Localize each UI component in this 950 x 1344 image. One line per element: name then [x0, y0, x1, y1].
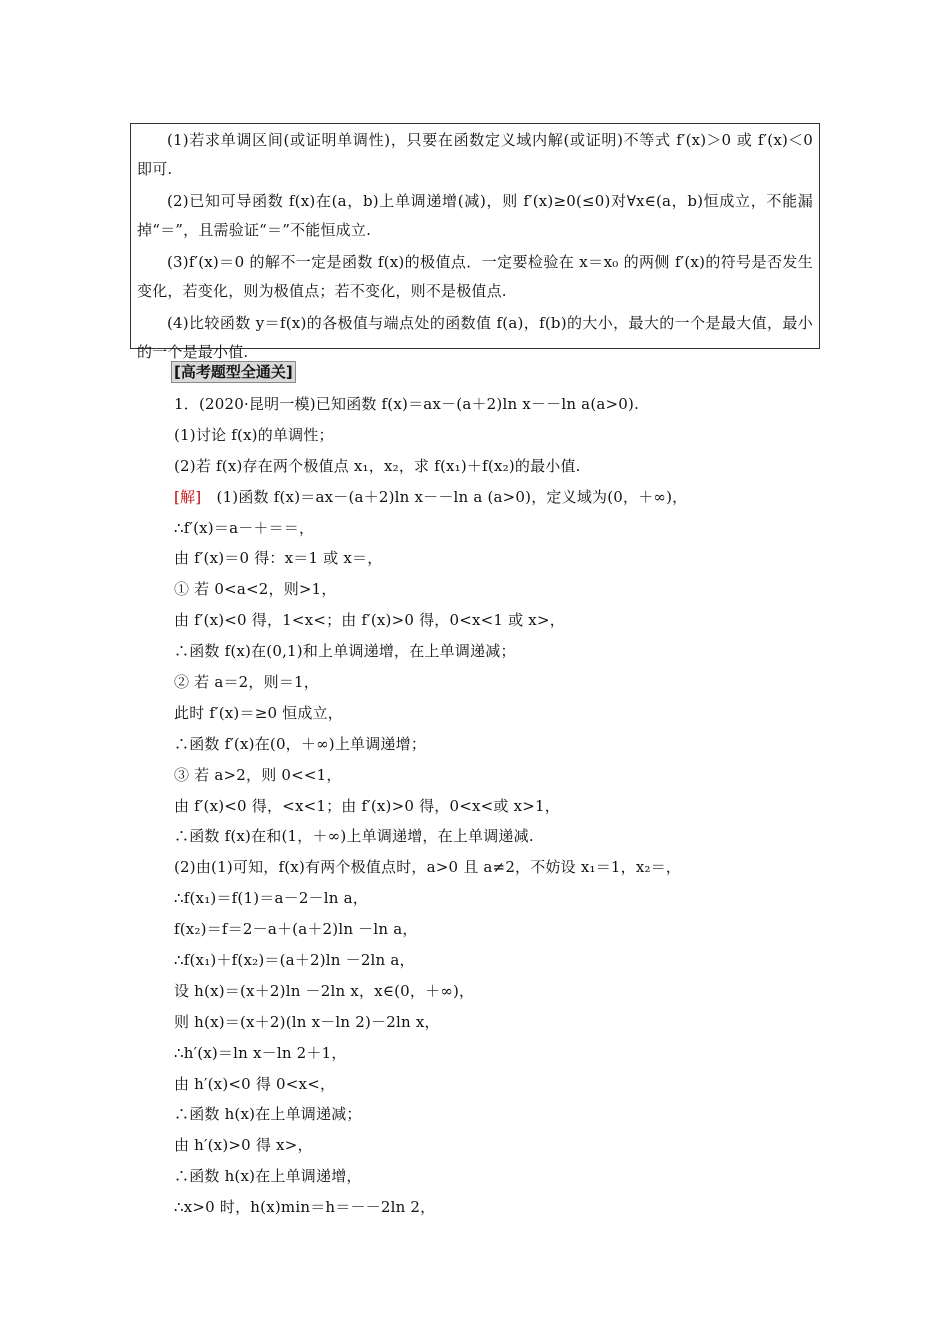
tip-item-3: (3)f′(x)＝0 的解不一定是函数 f(x)的极值点．一定要检验在 x＝x₀ 的两侧 f′(x)的符号是否发生变化，若变化，则为极值点；若不变化，则不是极值点. — [137, 253, 813, 300]
problem-part-1: (1)讨论 f(x)的单调性； — [174, 425, 334, 444]
tip-item-4: (4)比较函数 y＝f(x)的各极值与端点处的函数值 f(a)，f(b)的大小，最大的一个是最大值，最小的一个是最小值. — [137, 314, 813, 361]
solution-line: ∴函数 h(x)在上单调递减； — [174, 1105, 362, 1124]
solution-line: 由 f′(x)<0 得，1<x<；由 f′(x)>0 得，0<x<1 或 x>， — [174, 611, 565, 630]
solution-line: 由 f′(x)＝0 得：x＝1 或 x＝， — [174, 549, 383, 568]
solution-line: (2)由(1)可知，f(x)有两个极值点时，a>0 且 a≠2，不妨设 x₁＝1，x₂＝， — [174, 858, 682, 877]
solution-line: ∴函数 f′(x)在(0，＋∞)上单调递增； — [174, 734, 427, 753]
problem-and-solution — [174, 389, 834, 1223]
solution-line: ∴函数 h(x)在上单调递增， — [174, 1167, 362, 1186]
section-header: [高考题型全通关] — [171, 361, 296, 383]
solution-line: ∴h′(x)＝ln x－ln 2＋1， — [174, 1043, 347, 1062]
problem-title: 1．(2020·昆明一模)已知函数 f(x)＝ax－(a＋2)ln x－－ln a(a>0). — [174, 395, 640, 413]
solution-line: 设 h(x)＝(x＋2)ln －2ln x，x∈(0，＋∞)， — [174, 981, 475, 1000]
solution-line: 由 h′(x)>0 得 x>， — [174, 1136, 313, 1155]
solution-line: 则 h(x)＝(x＋2)(ln x－ln 2)－2ln x， — [174, 1012, 440, 1031]
solution-line: f(x₂)＝f＝2－a＋(a＋2)ln －ln a， — [174, 920, 418, 939]
tip-item-2: (2)已知可导函数 f(x)在(a，b)上单调递增(减)，则 f′(x)≥0(≤0)对∀x∈(a，b)恒成立，不能漏掉“＝”，且需验证“＝”不能恒成立. — [137, 192, 813, 239]
solution-line: ③ 若 a>2，则 0<<1， — [174, 765, 342, 784]
solution-line: 由 f′(x)<0 得，<x<1；由 f′(x)>0 得，0<x<或 x>1， — [174, 796, 560, 815]
method-summary-box — [130, 123, 820, 361]
problem-part-2: (2)若 f(x)存在两个极值点 x₁，x₂，求 f(x₁)＋f(x₂)的最小值. — [174, 456, 581, 475]
solution-first-line — [174, 482, 834, 513]
solution-intro: (1)函数 f(x)＝ax－(a＋2)ln x－－ln a (a>0)，定义域为(0，＋∞)， — [201, 487, 688, 506]
solution-line: 此时 f′(x)＝≥0 恒成立， — [174, 703, 343, 722]
solution-line: ② 若 a＝2，则＝1， — [174, 673, 319, 692]
solution-tag: [解] — [174, 487, 202, 506]
solution-line: ① 若 0<a<2，则>1， — [174, 580, 337, 599]
tip-item-1: (1)若求单调区间(或证明单调性)，只要在函数定义域内解(或证明)不等式 f′(x)＞0 或 f′(x)＜0 即可. — [137, 131, 813, 178]
solution-line: ∴f′(x)＝a－＋＝＝， — [174, 518, 315, 537]
solution-line: ∴f(x₁)＝f(1)＝a－2－ln a， — [174, 889, 368, 908]
solution-line: ∴函数 f(x)在(0,1)和上单调递增，在上单调递减； — [174, 642, 516, 661]
solution-line: ∴f(x₁)＋f(x₂)＝(a＋2)ln －2ln a， — [174, 951, 415, 970]
solution-line: ∴函数 f(x)在和(1，＋∞)上单调递增，在上单调递减. — [174, 827, 534, 846]
solution-line: ∴x>0 时，h(x)min＝h＝－－2ln 2， — [174, 1198, 436, 1217]
solution-line: 由 h′(x)<0 得 0<x<， — [174, 1074, 336, 1093]
